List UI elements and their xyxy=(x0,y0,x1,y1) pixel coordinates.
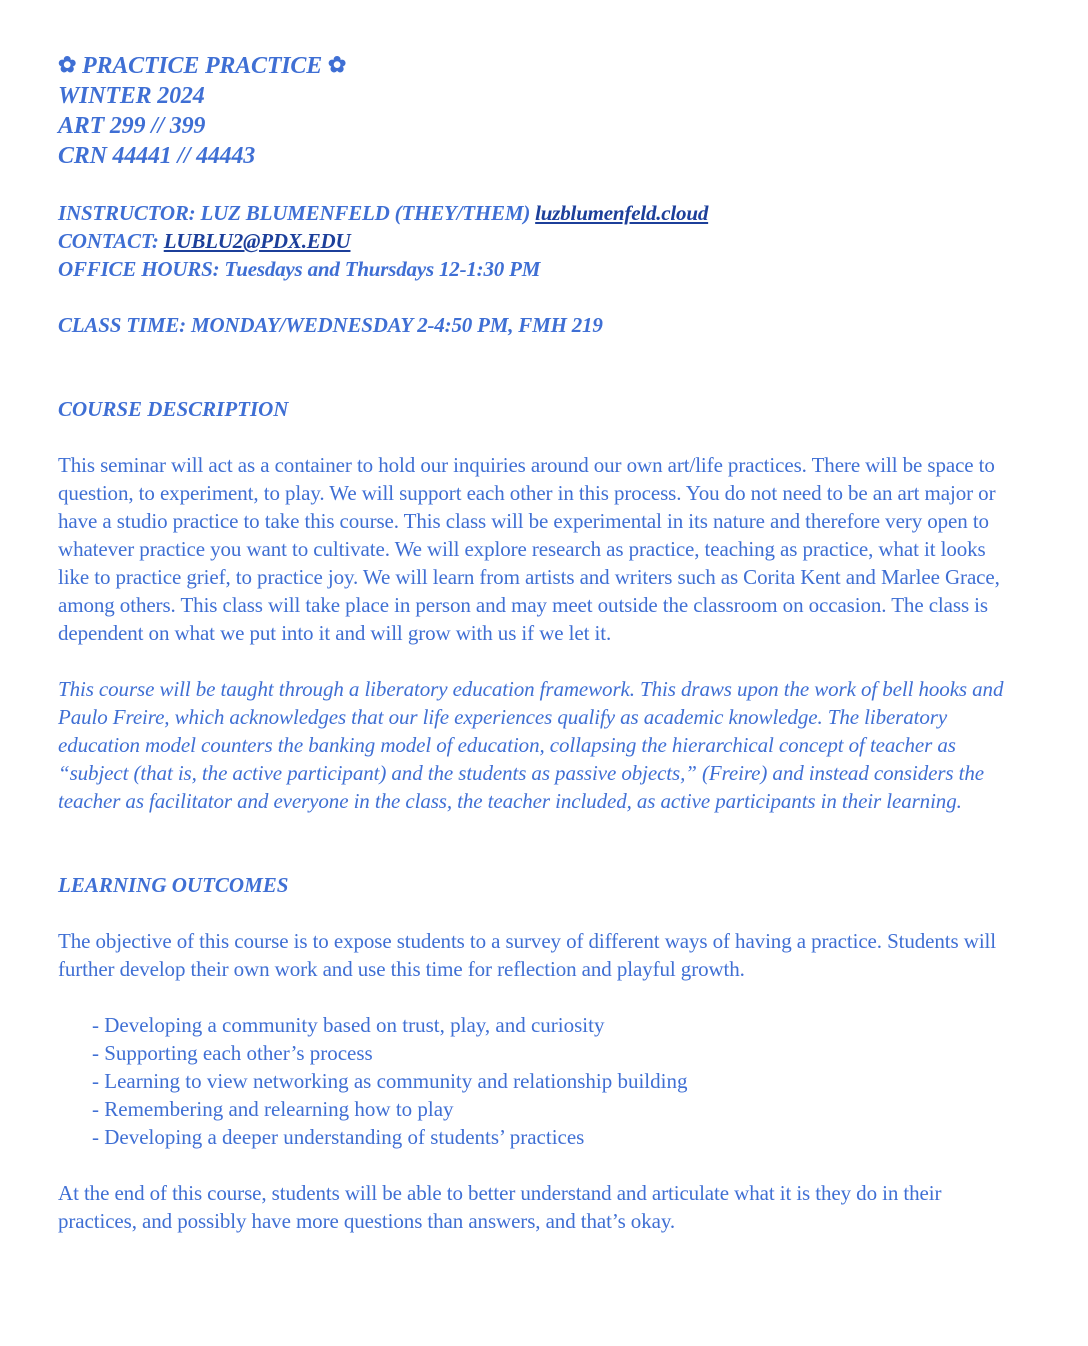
learning-outcomes-heading: LEARNING OUTCOMES xyxy=(58,873,289,897)
class-time: CLASS TIME: MONDAY/WEDNESDAY 2-4:50 PM, FMH 219 xyxy=(58,313,603,337)
contact-email-link[interactable]: LUBLU2@PDX.EDU xyxy=(163,229,351,253)
instructor-label: INSTRUCTOR: LUZ BLUMENFELD (THEY/THEM) xyxy=(58,201,536,225)
contact-label: CONTACT: xyxy=(58,229,164,253)
course-number: ART 299 // 399 xyxy=(58,113,206,139)
liberatory-education-paragraph: This course will be taught through a liberatory education framework. This draws upon the work of bell hooks and Paulo Freire, which acknowledges that our life experiences qualify as academic knowledge. The liberatory education model counters the banking model of education, collapsing the hierarchical concept of teacher as “subject (that is, the active participant) and the students as passive objects,” (Freire) and instead considers the teacher as facilitator and everyone in the class, the teacher included, as active participants in their learning. xyxy=(58,677,1004,813)
flower-icon: ✿ xyxy=(327,52,347,77)
office-hours: OFFICE HOURS: Tuesdays and Thursdays 12-1:30 PM xyxy=(58,257,541,281)
closing-paragraph: At the end of this course, students will be able to better understand and articulate what it is they do in their practices, and possibly have more questions than answers, and that’s okay. xyxy=(58,1181,942,1233)
course-crn: CRN 44441 // 44443 xyxy=(58,143,256,169)
list-item: - Developing a deeper understanding of students’ practices xyxy=(92,1123,1018,1151)
course-description-heading: COURSE DESCRIPTION xyxy=(58,397,289,421)
course-title: PRACTICE PRACTICE xyxy=(82,53,323,79)
list-item: - Learning to view networking as community and relationship building xyxy=(92,1067,1018,1095)
flower-icon: ✿ xyxy=(58,52,77,77)
instructor-website-link[interactable]: luzblumenfeld.cloud xyxy=(535,201,709,225)
instructor-line xyxy=(58,199,1018,227)
learning-outcomes-list xyxy=(58,1011,1018,1151)
learning-outcomes-intro: The objective of this course is to expose students to a survey of different ways of having a practice. Students will further develop their own work and use this time for reflection and playful growth. xyxy=(58,929,997,981)
list-item: - Remembering and relearning how to play xyxy=(92,1095,1018,1123)
list-item: - Developing a community based on trust, play, and curiosity xyxy=(92,1011,1018,1039)
contact-line xyxy=(58,227,1018,255)
list-item: - Supporting each other’s process xyxy=(92,1039,1018,1067)
syllabus-page xyxy=(58,50,1018,1235)
course-term: WINTER 2024 xyxy=(58,83,205,109)
course-description-paragraph: This seminar will act as a container to hold our inquiries around our own art/life practices. There will be space to question, to experiment, to play. We will support each other in this process. You do not need to be an art major or have a studio practice to take this course. This class will be experimental in its nature and therefore very open to whatever practice you want to cultivate. We will explore research as practice, teaching as practice, what it looks like to practice grief, to practice joy. We will learn from artists and writers such as Corita Kent and Marlee Grace, among others. This class will take place in person and may meet outside the classroom on occasion. The class is dependent on what we put into it and will grow with us if we let it. xyxy=(58,453,1000,645)
course-title-line xyxy=(58,50,1018,81)
